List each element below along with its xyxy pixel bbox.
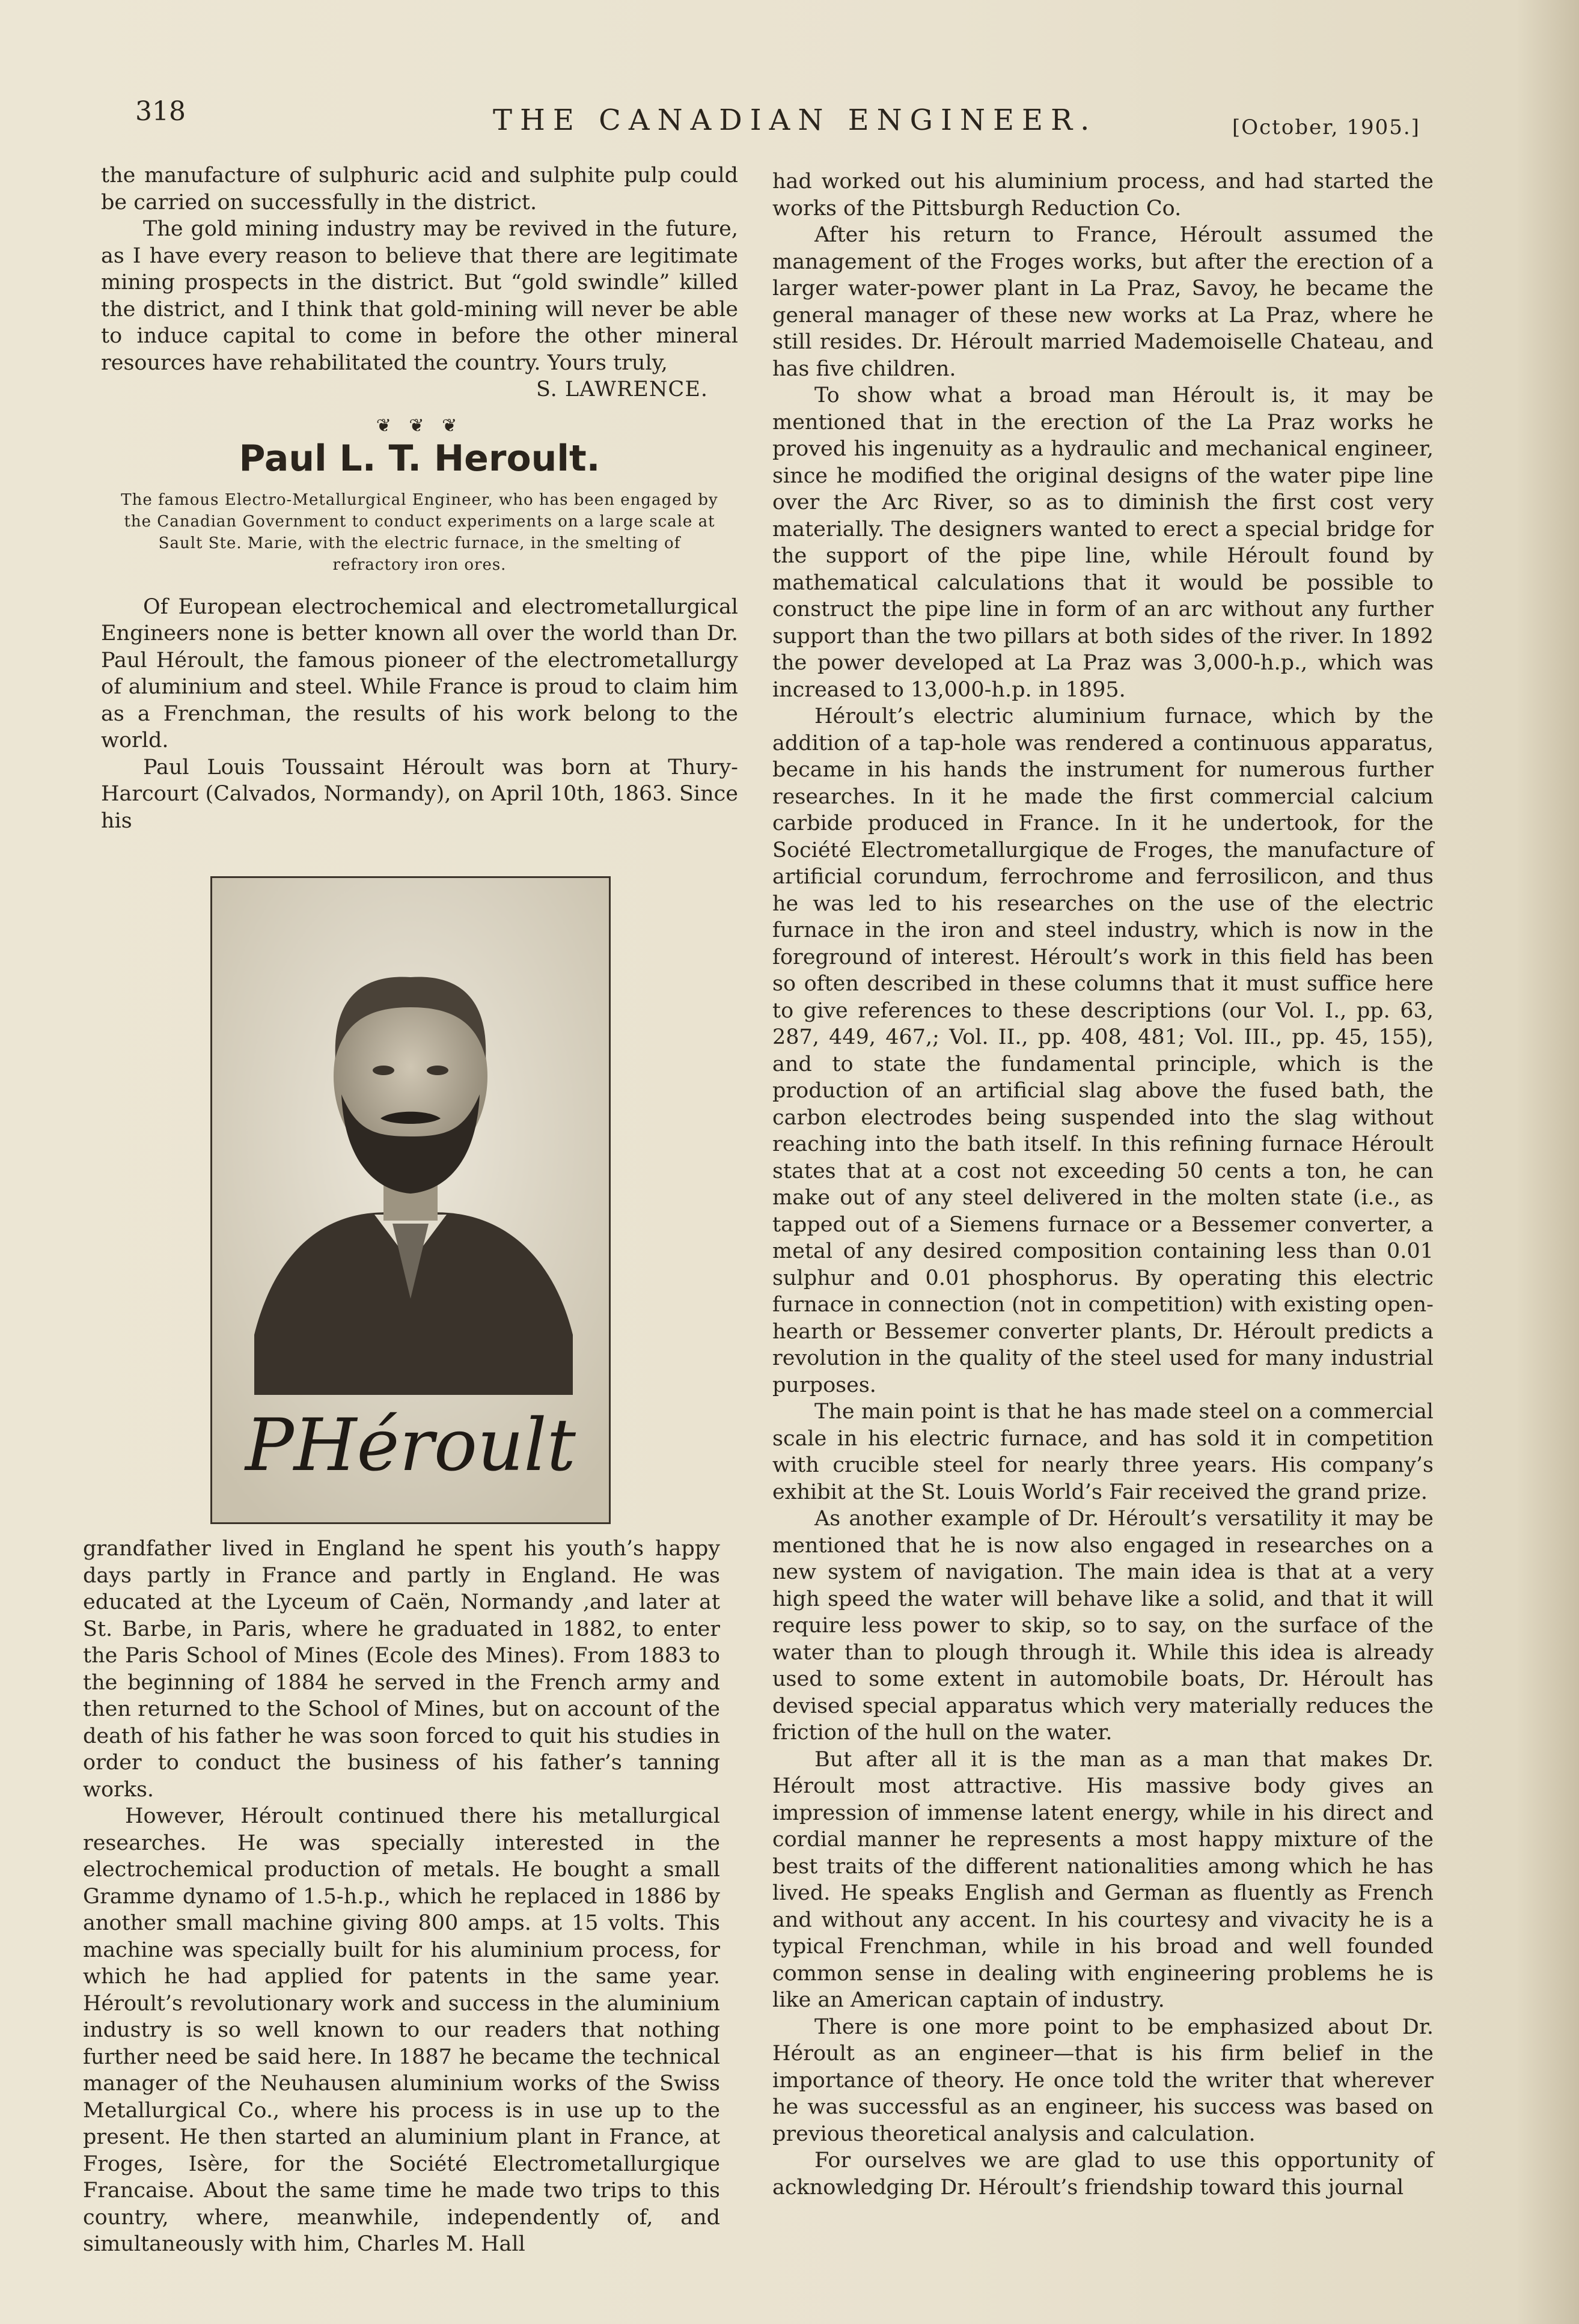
portrait-illustration <box>212 878 609 1522</box>
article-paragraph: There is one more point to be emphasized about Dr. Héroult as an engineer—that is his firm belief in the importance of theory. He once told the writer that wherever he was successful as an engineer, his success was based on previous theoretical analysis and calculation. <box>772 2014 1434 2146</box>
left-column-top <box>101 162 738 834</box>
issue-date: [October, 1905.] <box>1232 115 1420 139</box>
article-paragraph: Paul Louis Toussaint Héroult was born at Thury-Harcourt (Calvados, Normandy), on April 10th, 1863. Since his <box>101 755 738 833</box>
letter-paragraph: the manufacture of sulphuric acid and sulphite pulp could be carried on successfully in the district. <box>101 163 738 215</box>
journal-title: THE CANADIAN ENGINEER. <box>493 103 1098 137</box>
letter-signoff: S. LAWRENCE. <box>536 377 708 401</box>
article-paragraph: However, Héroult continued there his metallurgical researches. He was specially interested in the electrochemical production of metals. He bought a small Gramme dynamo of 1.5-h.p., which he replaced in 1886 by another small machine giving 800 amps. at 15 volts. This machine was specially built for his aluminium process, for which he had applied for patents in the same year. Héroult’s revolutionary work and success in the aluminium industry is so well known to our readers that nothing further need be said here. In 1887 he became the technical manager of the Neuhausen aluminium works of the Swiss Metallurgical Co., where his process is in use up to the present. He then started an aluminium plant in France, at Froges, Isère, for the Société Electrometallurgique Francaise. About the same time he made two trips to this country, where, meanwhile, independently of, and simultaneously with him, Charles M. Hall <box>83 1804 720 2256</box>
article-paragraph: had worked out his aluminium process, and had started the works of the Pittsburgh Reduction Co. <box>772 169 1434 221</box>
right-column <box>772 168 1434 2201</box>
page-number: 318 <box>135 96 186 127</box>
portrait-signature: PHéroult <box>245 1404 576 1487</box>
letter-paragraph: The gold mining industry may be revived in the future, as I have every reason to believe that there are legitimate mining prospects in the district. But “gold swindle” killed the district, and I think that gold-mining will never be able to induce capital to come in before the other mineral resources have rehabilitated the country. Yours truly, <box>101 217 738 375</box>
article-paragraph: Héroult’s electric aluminium furnace, which by the addition of a tap-hole was rendered a continuous apparatus, became in his hands the instrument for numerous further researches. In it he made the first commercial calcium carbide produced in France. In it he undertook, for the Société Electrometallurgique de Froges, the manufacture of artificial corundum, ferrochrome and ferrosilicon, and thus he was led to his researches on the use of the electric furnace in the iron and steel industry, which is now in the foreground of interest. Héroult’s work in this field has been so often described in these columns that it must suffice here to give references to these descriptions (our Vol. I., pp. 63, 287, 449, 467,; Vol. II., pp. 408, 481; Vol. III., pp. 45, 155), and to state the fundamental principle, which is the production of an artificial slag above the fused bath, the carbon electrodes being suspended into the slag without reaching into the bath itself. In this refining furnace Héroult states that at a cost not exceeding 50 cents a ton, he can make out of any steel delivered in the molten state (i.e., as tapped out of a Siemens furnace or a Bessemer converter, a metal of any desired composition containing less than 0.01 sulphur and 0.01 phosphorus. By operating this electric furnace in connection (not in competition) with existing open-hearth or Bessemer converter plants, Dr. Héroult predicts a revolution in the quality of the steel used for many industrial purposes. <box>772 704 1434 1397</box>
article-paragraph: After his return to France, Héroult assumed the management of the Froges works, but after the erection of a larger water-power plant in La Praz, Savoy, he became the general manager of these new works at La Praz, where he still resides. Dr. Héroult married Mademoiselle Chateau, and has five children. <box>772 223 1434 381</box>
article-paragraph: Of European electrochemical and electrometallurgical Engineers none is better known all over the world than Dr. Paul Héroult, the famous pioneer of the electrometallurgy of aluminium and steel. While France is proud to claim him as a Frenchman, the results of his work belong to the world. <box>101 594 738 752</box>
article-paragraph: To show what a broad man Héroult is, it may be mentioned that in the erection of the La Praz works he proved his ingenuity as a hydraulic and mechanical engineer, since he modified the original designs of the water pipe line over the Arc River, so as to diminish the first cost very materially. The designers wanted to erect a special bridge for the support of the pipe line, while Héroult found by mathematical calculations that it would be possible to construct the pipe line in form of an arc without any further support than the two pillars at both sides of the river. In 1892 the power developed at La Praz was 3,000-h.p., which was increased to 13,000-h.p. in 1895. <box>772 383 1434 702</box>
portrait-photo <box>210 876 611 1524</box>
left-column-bottom <box>83 1536 720 2258</box>
article-subtitle: The famous Electro-Metallurgical Engineer, who has been engaged by the Canadian Government to conduct experiments on a large scale at Sault Ste. Marie, with the electric furnace, in the smelting of refractory iron ores. <box>121 490 718 574</box>
article-paragraph: But after all it is the man as a man that makes Dr. Héroult most attractive. His massive body gives an impression of immense latent energy, while in his direct and cordial manner he represents a most happy mixture of the best traits of the different nationalities among which he has lived. He speaks English and German as fluently as French and without any accent. In his courtesy and vivacity he is a typical Frenchman, while in his broad and well founded common sense in dealing with engineering problems he is like an American captain of industry. <box>772 1747 1434 2012</box>
article-paragraph: As another example of Dr. Héroult’s versatility it may be mentioned that he is now also engaged in researches on a new system of navigation. The main idea is that at a very high speed the water will behave like a solid, and that it will require less power to skip, so to say, on the surface of the water than to plough through it. While this idea is already used to some extent in automobile boats, Dr. Héroult has devised special apparatus which very materially reduces the friction of the hull on the water. <box>772 1507 1434 1745</box>
article-paragraph: For ourselves we are glad to use this opportunity of acknowledging Dr. Héroult’s friendship toward this journal <box>772 2149 1434 2200</box>
article-title: Paul L. T. Heroult. <box>239 438 600 480</box>
article-paragraph: grandfather lived in England he spent his youth’s happy days partly in France and partly in England. He was educated at the Lyceum of Caën, Normandy ,and later at St. Barbe, in Paris, where he graduated in 1882, to enter the Paris School of Mines (Ecole des Mines). From 1883 to the beginning of 1884 he served in the French army and then returned to the School of Mines, but on account of the death of his father he was soon forced to quit his studies in order to conduct the business of his father’s tanning works. <box>83 1537 720 1802</box>
page-header <box>0 90 1579 144</box>
section-ornament: ❦ ❦ ❦ <box>376 415 463 436</box>
article-paragraph: The main point is that he has made steel on a commercial scale in his electric furnace, and has sold it in competition with crucible steel for nearly three years. His company’s exhibit at the St. Louis World’s Fair received the grand prize. <box>772 1400 1434 1504</box>
